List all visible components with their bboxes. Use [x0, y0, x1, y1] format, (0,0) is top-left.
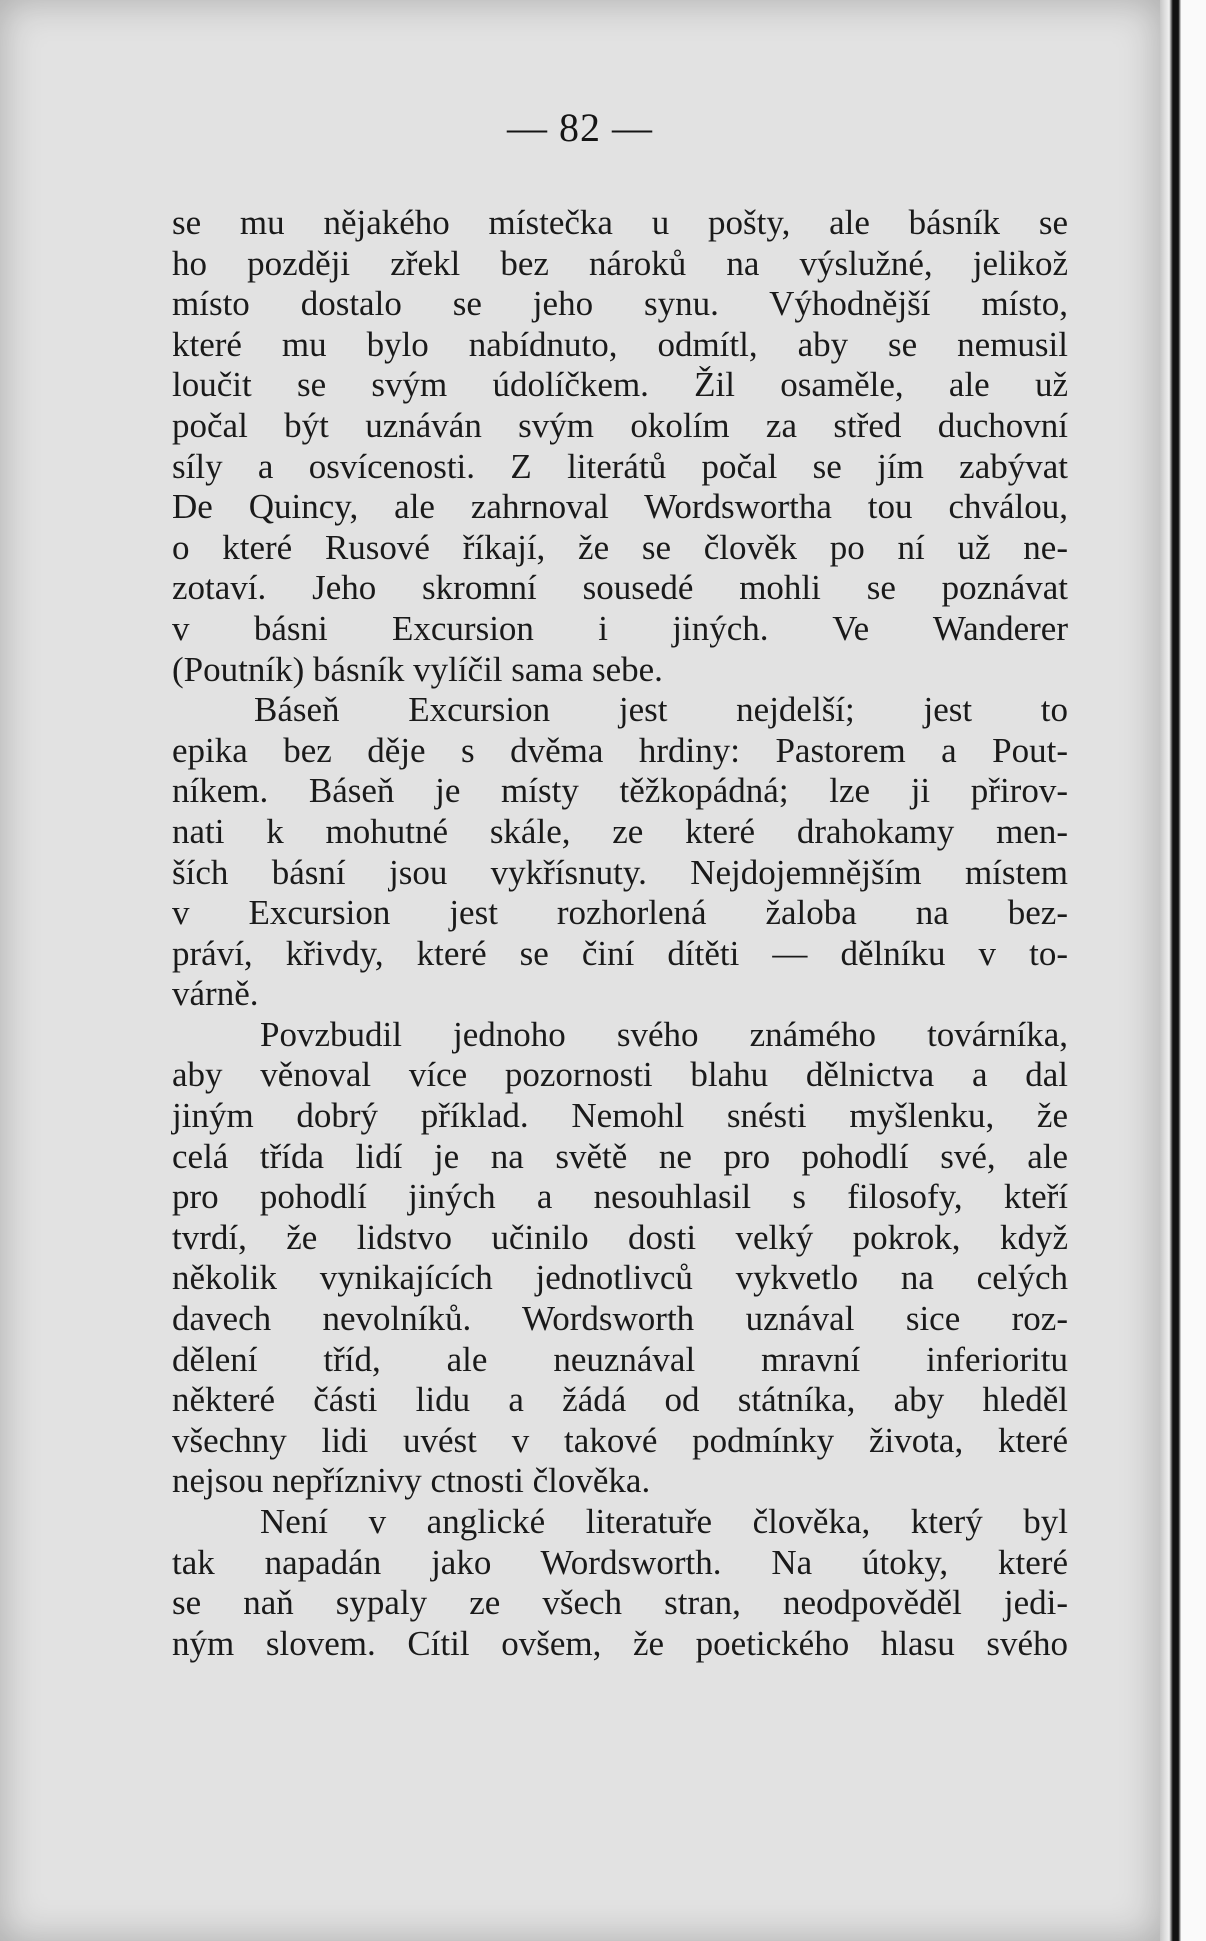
text-line: tvrdí, že lidstvo učinilo dosti velký pokrok, když — [172, 1217, 1068, 1257]
text-line: v básni Excursion i jiných. Ve Wanderer — [172, 608, 1068, 648]
text-line: Báseň Excursion jest nejdelší; jest to — [254, 690, 1068, 730]
text-line: loučit se svým údolíčkem. Žil osaměle, ale už — [172, 365, 1068, 405]
text-line: davech nevolníků. Wordsworth uznával sice roz- — [172, 1299, 1068, 1339]
text-line: dělení tříd, ale neuznával mravní inferioritu — [172, 1339, 1068, 1379]
text-line: síly a osvícenosti. Z literátů počal se jím zabývat — [172, 446, 1068, 486]
text-line: aby věnoval více pozornosti blahu dělnictva a dal — [172, 1055, 1068, 1095]
text-line: všechny lidi uvést v takové podmínky života, které — [172, 1420, 1068, 1460]
text-line: počal být uznáván svým okolím za střed duchovní — [172, 405, 1068, 445]
text-line: tak napadán jako Wordsworth. Na útoky, které — [172, 1542, 1068, 1582]
text-line: epika bez děje s dvěma hrdiny: Pastorem a Pout- — [172, 730, 1068, 770]
text-line: Povzbudil jednoho svého známého továrníka, — [260, 1014, 1068, 1054]
text-line: místo dostalo se jeho synu. Výhodnější místo, — [172, 284, 1068, 324]
text-line: De Quincy, ale zahrnoval Wordswortha tou chválou, — [172, 487, 1068, 527]
text-line: práví, křivdy, které se činí dítěti — dělníku v to- — [172, 933, 1068, 973]
text-line: které mu bylo nabídnuto, odmítl, aby se nemusil — [172, 324, 1068, 364]
book-edge — [1160, 0, 1206, 1941]
text-line: zotaví. Jeho skromní sousedé mohli se poznávat — [172, 568, 1068, 608]
text-line: několik vynikajících jednotlivců vykvetlo na celých — [172, 1258, 1068, 1298]
text-line: nejsou nepříznivy ctnosti člověka. — [172, 1461, 651, 1501]
text-line: celá třída lidí je na světě ne pro pohodlí své, ale — [172, 1136, 1068, 1176]
text-line: pro pohodlí jiných a nesouhlasil s filosofy, kteří — [172, 1177, 1068, 1217]
text-line: nati k mohutné skále, ze které drahokamy men- — [172, 811, 1068, 851]
text-line: Není v anglické literatuře člověka, který byl — [260, 1502, 1068, 1541]
text-line: (Poutník) básník vylíčil sama sebe. — [172, 649, 663, 689]
text-line: ným slovem. Cítil ovšem, že poetického hlasu svého — [172, 1623, 1068, 1663]
text-line: o které Rusové říkají, že se člověk po ní už ne- — [172, 527, 1068, 567]
body-text — [172, 203, 1068, 1664]
text-line: várně. — [172, 974, 259, 1014]
text-line: jiným dobrý příklad. Nemohl snésti myšlenku, že — [172, 1096, 1068, 1136]
text-line: některé části lidu a žádá od státníka, aby hleděl — [172, 1380, 1068, 1420]
text-line: níkem. Báseň je místy těžkopádná; lze ji přirov- — [172, 771, 1068, 811]
text-line: ších básní jsou vykřísnuty. Nejdojemnějším místem — [172, 852, 1068, 892]
text-line: se mu nějakého místečka u pošty, ale básník se — [172, 203, 1068, 242]
text-line: se naň sypaly ze všech stran, neodpověděl jedi- — [172, 1583, 1068, 1623]
text-line: v Excursion jest rozhorlená žaloba na bez- — [172, 893, 1068, 933]
page-number: — 82 — — [507, 105, 653, 150]
text-line: ho později zřekl bez nároků na výslužné, jelikož — [172, 243, 1068, 283]
